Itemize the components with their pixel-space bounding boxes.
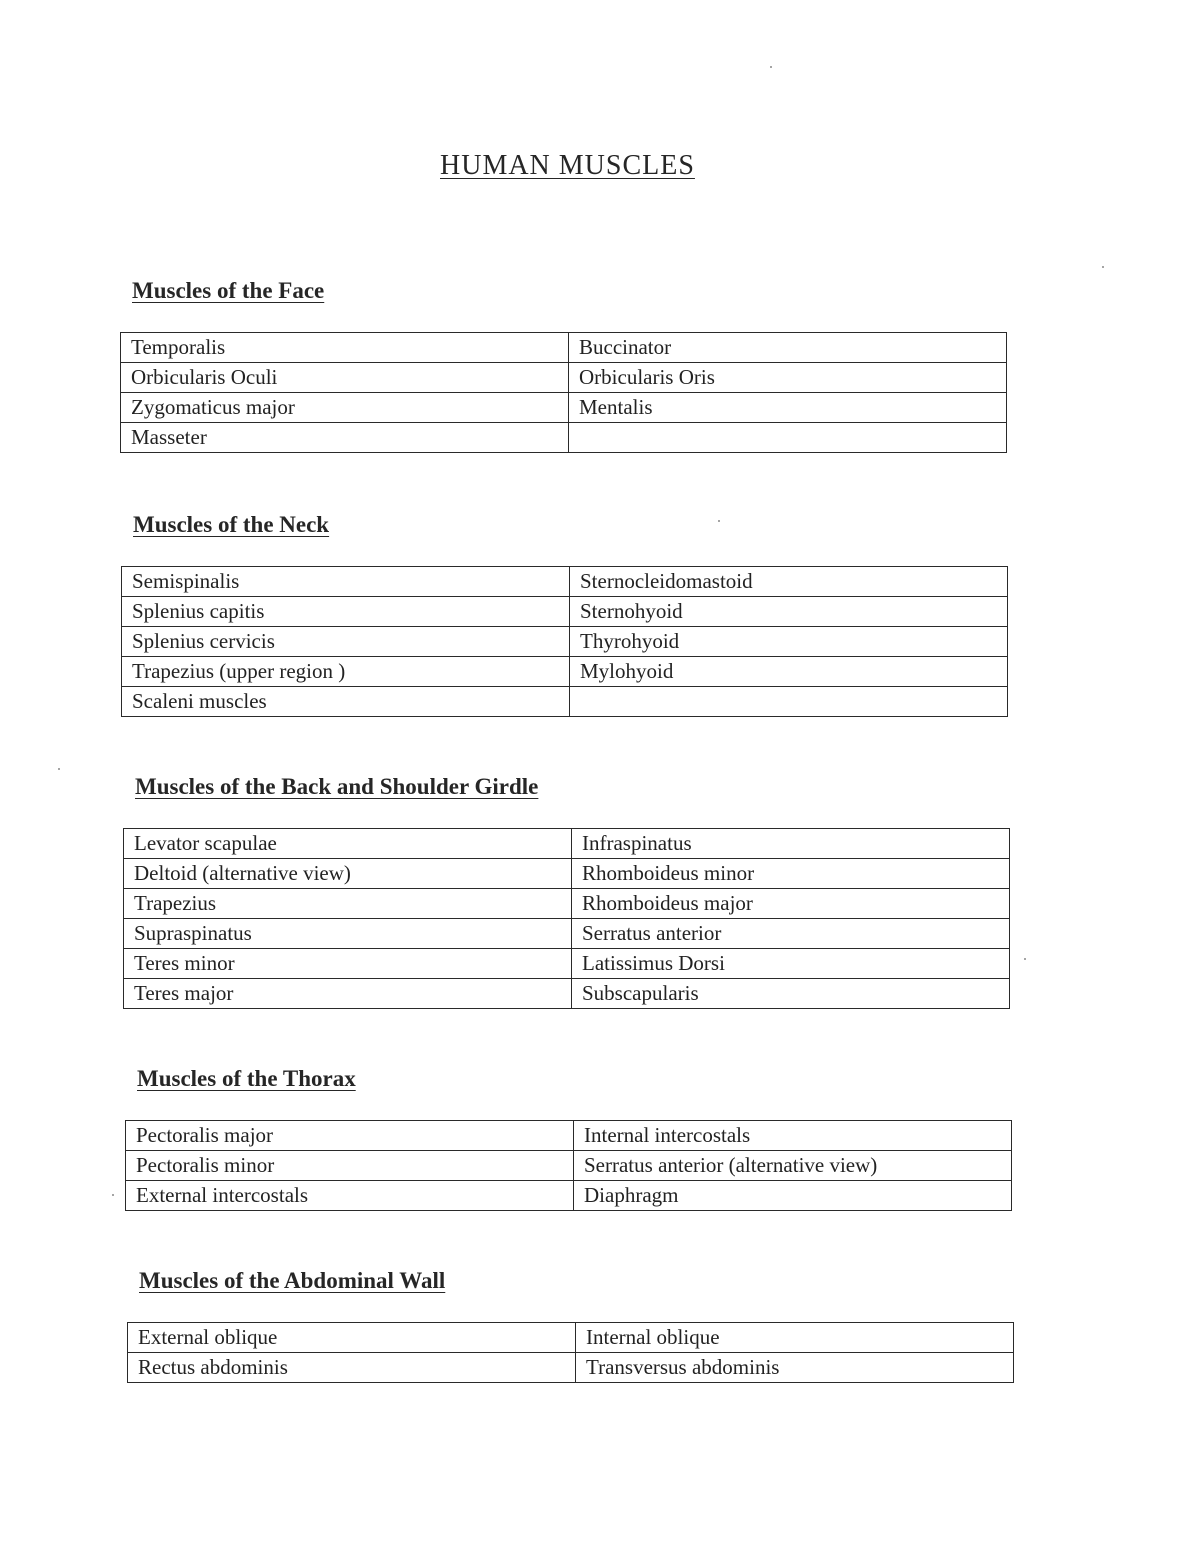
table-row xyxy=(122,657,1008,687)
table-row xyxy=(124,859,1010,889)
table-cell: Orbicularis Oculi xyxy=(121,363,569,393)
table-cell: Internal oblique xyxy=(576,1323,1014,1353)
table-cell: Splenius cervicis xyxy=(122,627,570,657)
table-body xyxy=(121,333,1007,453)
table-cell: Trapezius (upper region ) xyxy=(122,657,570,687)
table-row xyxy=(124,979,1010,1009)
table-row xyxy=(121,423,1007,453)
muscle-table-abdominal-wall xyxy=(127,1322,1014,1383)
table-cell: Zygomaticus major xyxy=(121,393,569,423)
table-cell: Mentalis xyxy=(569,393,1007,423)
table-cell: Latissimus Dorsi xyxy=(572,949,1010,979)
table-cell: Transversus abdominis xyxy=(576,1353,1014,1383)
table-cell: Pectoralis minor xyxy=(126,1151,574,1181)
table-cell: Sternohyoid xyxy=(570,597,1008,627)
table-row xyxy=(121,333,1007,363)
table-row xyxy=(126,1121,1012,1151)
table-row xyxy=(122,597,1008,627)
table-row xyxy=(124,829,1010,859)
table-cell: Thyrohyoid xyxy=(570,627,1008,657)
section-face xyxy=(120,276,1010,453)
table-cell: Teres minor xyxy=(124,949,572,979)
table-cell xyxy=(570,687,1008,717)
section-heading: Muscles of the Neck xyxy=(133,512,330,537)
scan-speck xyxy=(1024,958,1026,960)
scan-speck xyxy=(58,768,60,770)
table-cell: Deltoid (alternative view) xyxy=(124,859,572,889)
table-cell: Serratus anterior xyxy=(572,919,1010,949)
table-cell: Rhomboideus minor xyxy=(572,859,1010,889)
table-body xyxy=(126,1121,1012,1211)
table-cell: Masseter xyxy=(121,423,569,453)
section-heading: Muscles of the Abdominal Wall xyxy=(139,1268,446,1293)
scan-speck xyxy=(112,1194,114,1196)
scan-speck xyxy=(1102,266,1104,268)
table-cell: Teres major xyxy=(124,979,572,1009)
table-cell: Semispinalis xyxy=(122,567,570,597)
table-row xyxy=(126,1151,1012,1181)
table-cell: Infraspinatus xyxy=(572,829,1010,859)
table-cell: Pectoralis major xyxy=(126,1121,574,1151)
table-cell: Splenius capitis xyxy=(122,597,570,627)
table-cell xyxy=(569,423,1007,453)
table-row xyxy=(124,889,1010,919)
table-cell: External intercostals xyxy=(126,1181,574,1211)
table-cell: Diaphragm xyxy=(574,1181,1012,1211)
table-cell: Supraspinatus xyxy=(124,919,572,949)
table-cell: Orbicularis Oris xyxy=(569,363,1007,393)
table-cell: Internal intercostals xyxy=(574,1121,1012,1151)
table-row xyxy=(124,949,1010,979)
table-row xyxy=(122,687,1008,717)
section-heading: Muscles of the Thorax xyxy=(137,1066,356,1091)
table-cell: Subscapularis xyxy=(572,979,1010,1009)
table-row xyxy=(126,1181,1012,1211)
table-cell: Scaleni muscles xyxy=(122,687,570,717)
table-row xyxy=(121,363,1007,393)
table-cell: External oblique xyxy=(128,1323,576,1353)
table-row xyxy=(122,627,1008,657)
table-cell: Serratus anterior (alternative view) xyxy=(574,1151,1012,1181)
section-back-shoulder xyxy=(123,772,1013,1009)
scan-speck xyxy=(770,66,772,68)
muscle-table-thorax xyxy=(125,1120,1012,1211)
table-cell: Rhomboideus major xyxy=(572,889,1010,919)
table-cell: Buccinator xyxy=(569,333,1007,363)
table-cell: Levator scapulae xyxy=(124,829,572,859)
section-neck xyxy=(121,510,1011,717)
table-cell: Sternocleidomastoid xyxy=(570,567,1008,597)
scan-speck xyxy=(718,520,720,522)
section-abdominal-wall xyxy=(127,1266,1017,1383)
table-cell: Trapezius xyxy=(124,889,572,919)
table-body xyxy=(122,567,1008,717)
muscle-table-face xyxy=(120,332,1007,453)
table-row xyxy=(128,1323,1014,1353)
table-row xyxy=(121,393,1007,423)
table-body xyxy=(128,1323,1014,1383)
table-row xyxy=(122,567,1008,597)
table-row xyxy=(124,919,1010,949)
table-cell: Mylohyoid xyxy=(570,657,1008,687)
muscle-table-back-shoulder xyxy=(123,828,1010,1009)
table-cell: Temporalis xyxy=(121,333,569,363)
section-thorax xyxy=(125,1064,1015,1211)
page-title: HUMAN MUSCLES xyxy=(440,150,695,181)
muscle-table-neck xyxy=(121,566,1008,717)
table-row xyxy=(128,1353,1014,1383)
table-cell: Rectus abdominis xyxy=(128,1353,576,1383)
table-body xyxy=(124,829,1010,1009)
section-heading: Muscles of the Back and Shoulder Girdle xyxy=(135,774,539,799)
section-heading: Muscles of the Face xyxy=(132,278,325,303)
